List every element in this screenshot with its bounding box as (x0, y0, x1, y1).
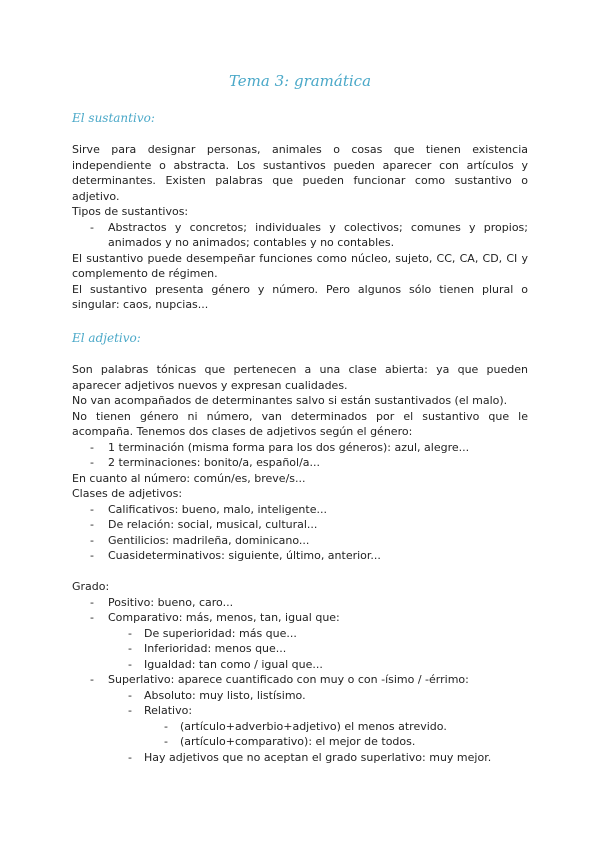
superlativo-text: Superlativo: aparece cuantificado con muy o con -ísimo / -érrimo: (108, 673, 469, 686)
genero-item-text: 1 terminación (misma forma para los dos géneros): azul, alegre... (108, 440, 470, 454)
list-item (72, 626, 528, 642)
dash-bullet: - (90, 673, 94, 686)
dash-bullet: - (90, 518, 94, 531)
relativo-text: Relativo: (144, 704, 193, 717)
adjetivo-paragraph-3: No tienen género ni número, van determinados por el sustantivo que le acompaña. Tenemos dos clases de adjetivos según el género: (72, 409, 528, 438)
clase-item-text: Cuasideterminativos: siguiente, último, anterior... (108, 549, 381, 562)
comparativo-item-text: Igualdad: tan como / igual que... (144, 657, 323, 671)
dash-bullet: - (128, 750, 132, 764)
list-item (72, 517, 528, 533)
list-item (72, 672, 528, 688)
dash-bullet: - (90, 611, 94, 624)
dash-bullet: - (164, 735, 168, 748)
dash-bullet: - (90, 440, 94, 454)
adjetivo-body (72, 362, 528, 765)
no-superlativo-text: Hay adjetivos que no aceptan el grado superlativo: muy mejor. (144, 750, 492, 764)
dash-bullet: - (164, 719, 168, 733)
blank-line (72, 564, 528, 580)
dash-bullet: - (90, 533, 94, 547)
clase-item-text: Calificativos: bueno, malo, inteligente... (108, 502, 327, 516)
dash-bullet: - (90, 549, 94, 562)
list-item (72, 641, 528, 657)
list-item (72, 220, 528, 251)
genero-item-text: 2 terminaciones: bonito/a, español/a... (108, 456, 321, 469)
adjetivo-paragraph-1: Son palabras tónicas que pertenecen a una clase abierta: ya que pueden aparecer adjetivos nuevos y expresan cualidades. (72, 363, 528, 392)
dash-bullet: - (90, 220, 94, 234)
section-heading-sustantivo: El sustantivo: (72, 111, 155, 125)
tipos-label: Tipos de sustantivos: (72, 205, 189, 218)
dash-bullet: - (128, 626, 132, 640)
list-item (72, 688, 528, 704)
comparativo-text: Comparativo: más, menos, tan, igual que: (108, 611, 340, 624)
list-item (72, 734, 528, 750)
list-item (72, 610, 528, 626)
adjetivo-paragraph-2: No van acompañados de determinantes salvo si están sustantivados (el malo). (72, 394, 508, 407)
numero-text: En cuanto al número: común/es, breve/s... (72, 471, 306, 485)
list-item (72, 703, 528, 719)
dash-bullet: - (128, 704, 132, 717)
relativo-item-text: (artículo+adverbio+adjetivo) el menos atrevido. (180, 719, 447, 733)
tipos-item-text: Abstractos y concretos; individuales y colectivos; comunes y propios; animados y no animados; contables y no contables. (108, 220, 528, 249)
dash-bullet: - (90, 595, 94, 609)
list-item (72, 440, 528, 456)
sustantivo-paragraph-2: El sustantivo puede desempeñar funciones como núcleo, sujeto, CC, CA, CD, CI y complemento de régimen. (72, 251, 528, 280)
section-heading-adjetivo: El adjetivo: (72, 331, 141, 345)
list-item (72, 719, 528, 735)
positivo-text: Positivo: bueno, caro... (108, 595, 234, 609)
comparativo-item-text: Inferioridad: menos que... (144, 642, 287, 655)
list-item (72, 595, 528, 611)
sustantivo-paragraph-1: Sirve para designar personas, animales o cosas que tienen existencia independiente o abstracta. Los sustantivos pueden aparecer con artículos y determinantes. Existen palabras que pueden funcionar como sustantivo o adjetivo. (72, 143, 528, 203)
dash-bullet: - (128, 657, 132, 671)
page-title: Tema 3: gramática (228, 72, 372, 90)
relativo-item-text: (artículo+comparativo): el mejor de todos. (180, 735, 416, 748)
clases-label: Clases de adjetivos: (72, 487, 183, 500)
dash-bullet: - (128, 642, 132, 655)
grado-label: Grado: (72, 580, 110, 593)
clase-item-text: De relación: social, musical, cultural... (108, 518, 318, 531)
dash-bullet: - (90, 502, 94, 516)
dash-bullet: - (128, 688, 132, 702)
comparativo-item-text: De superioridad: más que... (144, 626, 297, 640)
list-item (72, 548, 528, 564)
list-item (72, 750, 528, 766)
list-item (72, 502, 528, 518)
sustantivo-paragraph-3: El sustantivo presenta género y número. Pero algunos sólo tienen plural o singular: caos, nupcias... (72, 282, 528, 311)
list-item (72, 657, 528, 673)
list-item (72, 533, 528, 549)
sustantivo-body (72, 142, 528, 313)
dash-bullet: - (90, 456, 94, 469)
list-item (72, 455, 528, 471)
clase-item-text: Gentilicios: madrileña, dominicano... (108, 533, 310, 547)
absoluto-text: Absoluto: muy listo, listísimo. (144, 688, 306, 702)
